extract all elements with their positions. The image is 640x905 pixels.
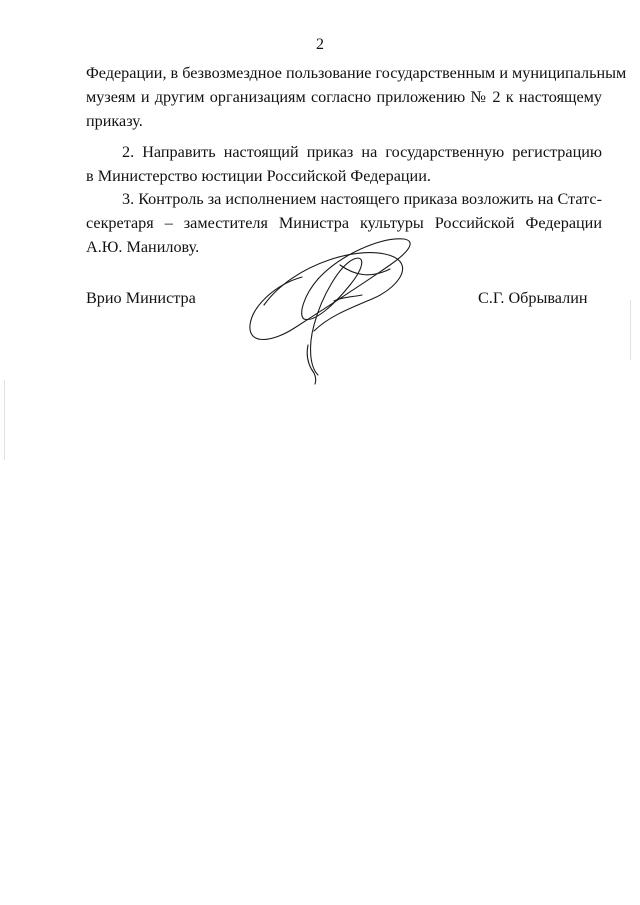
scan-edge-mark-right	[630, 300, 631, 360]
paragraph-1-line-1: Федерации, в безвозмездное пользование государственным и муниципальным	[86, 64, 627, 82]
paragraph-2-line-1: 2. Направить настоящий приказ на государственную регистрацию	[122, 143, 602, 161]
signatory-title: Врио Министра	[86, 289, 196, 307]
page-number: 2	[316, 36, 324, 53]
paragraph-1-line-2: музеям и другим организациям согласно приложению № 2 к настоящему	[86, 88, 602, 106]
scan-edge-mark-left	[4, 380, 5, 460]
handwritten-signature	[244, 235, 420, 385]
paragraph-1-line-3: приказу.	[86, 112, 143, 130]
signatory-name: С.Г. Обрывалин	[478, 289, 588, 307]
paragraph-3-line-3: А.Ю. Манилову.	[86, 238, 200, 256]
paragraph-2-line-2: в Министерство юстиции Российской Федерации.	[86, 167, 431, 185]
paragraph-3-line-1: 3. Контроль за исполнением настоящего приказа возложить на Статс-	[122, 190, 602, 208]
paragraph-3-line-2: секретаря – заместителя Министра культуры Российской Федерации	[86, 214, 602, 232]
